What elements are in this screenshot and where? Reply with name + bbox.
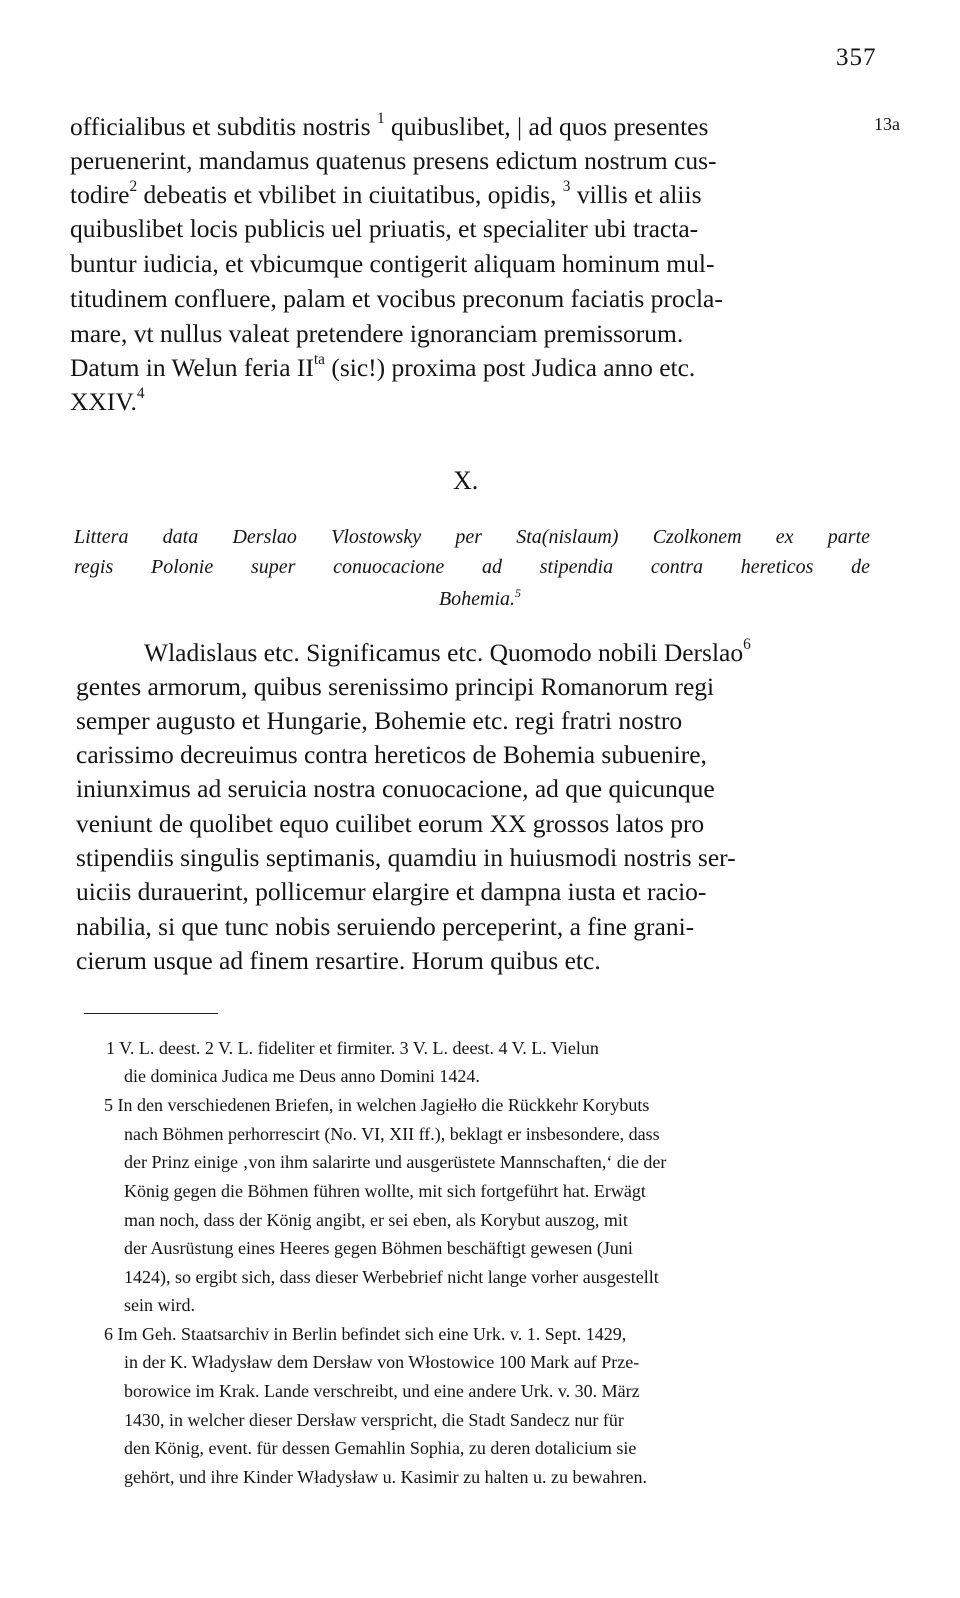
footnote-line: den König, event. für dessen Gemahlin Sophia, zu deren dotalicium sie — [124, 1438, 637, 1458]
footnote-line: sein wird. — [124, 1295, 195, 1315]
margin-note: 13a — [874, 114, 900, 134]
text-line: todire$^2$ debeatis et vbilibet in ciuitatibus, opidis, $^3$ villis et aliis — [70, 178, 702, 209]
text-line: Wladislaus etc. Significamus etc. Quomodo nobili Derslao$^6$ — [144, 636, 751, 667]
text-line: semper augusto et Hungarie, Bohemie etc. regi fratri nostro — [76, 706, 683, 735]
footnote-line: nach Böhmen perhorrescirt (No. VI, XII ff.), beklagt er insbesondere, dass — [124, 1124, 660, 1144]
document-title-line: Littera data Derslao Vlostowsky per Sta(nislaum) Czolkonem ex parte — [74, 526, 870, 548]
footnote-line: borowice im Krak. Lande verschreibt, und eine andere Urk. v. 30. März — [124, 1381, 640, 1401]
footnote-line: man noch, dass der König angibt, er sei eben, als Korybut auszog, mit — [124, 1210, 628, 1230]
text-line: officialibus et subditis nostris $^1$ quibuslibet, | ad quos presentes — [70, 110, 709, 141]
text-line: nabilia, si que tunc nobis seruiendo perceperint, a fine grani- — [76, 912, 695, 941]
footnote-line: der Prinz einige ‚von ihm salarirte und ausgerüstete Mannschaften,‘ die der — [124, 1152, 667, 1172]
text-line: peruenerint, mandamus quatenus presens edictum nostrum cus- — [70, 146, 717, 175]
footnote-line: König gegen die Böhmen führen wollte, mit sich fortgeführt hat. Erwägt — [124, 1181, 646, 1201]
text-line: titudinem confluere, palam et vocibus preconum faciatis procla- — [70, 284, 723, 313]
text-line: cierum usque ad finem resartire. Horum quibus etc. — [76, 946, 601, 975]
footnote-line: 6 Im Geh. Staatsarchiv in Berlin befindet sich eine Urk. v. 1. Sept. 1429, — [104, 1324, 627, 1344]
text-line: Datum in Welun feria $II^{ta}$ (sic!) proxima post Judica anno etc. — [70, 351, 696, 382]
footnote-line: der Ausrüstung eines Heeres gegen Böhmen beschäftigt gewesen (Juni — [124, 1238, 633, 1258]
text-line: iniunximus ad seruicia nostra conuocacione, ad que quicunque — [76, 774, 715, 803]
footnote-line: 1430, in welcher dieser Dersław verspricht, die Stadt Sandecz nur für — [124, 1410, 624, 1430]
text-line: veniunt de quolibet equo cuilibet eorum XX grossos latos pro — [76, 809, 705, 838]
footnote-line: 5 In den verschiedenen Briefen, in welchen Jagiełło die Rückkehr Korybuts — [104, 1095, 650, 1115]
text-line: gentes armorum, quibus serenissimo principi Romanorum regi — [76, 672, 715, 701]
page-number: 357 — [836, 44, 877, 71]
text-line: uiciis durauerint, pollicemur elargire et dampna iusta et racio- — [76, 877, 707, 906]
text-line: buntur iudicia, et vbicumque contigerit aliquam hominum mul- — [70, 249, 715, 278]
footnote-line: in der K. Władysław dem Dersław von Włostowice 100 Mark auf Prze- — [124, 1352, 640, 1372]
text-line: mare, vt nullus valeat pretendere ignoranciam premissorum. — [70, 319, 684, 348]
text-line: quibuslibet locis publicis uel priuatis, et specialiter ubi tracta- — [70, 214, 699, 243]
footnote-line: 1 V. L. deest. 2 V. L. fideliter et firmiter. 3 V. L. deest. 4 V. L. Vielun — [106, 1038, 599, 1058]
document-title-line: Bohemia.$^5$ — [438, 586, 522, 610]
document-title-line: regis Polonie super conuocacione ad stipendia contra hereticos de — [74, 556, 870, 578]
text-line: stipendiis singulis septimanis, quamdiu in huiusmodi nostris ser- — [76, 843, 736, 872]
footnote-line: gehört, und ihre Kinder Władysław u. Kasimir zu halten u. zu bewahren. — [124, 1467, 648, 1487]
footnote-line: 1424), so ergibt sich, dass dieser Werbebrief nicht lange vorher ausgestellt — [124, 1267, 659, 1287]
text-line: XXIV.$^4$ — [70, 385, 145, 416]
footnote-line: die dominica Judica me Deus anno Domini 1424. — [124, 1066, 480, 1086]
section-heading: X. — [453, 466, 479, 495]
text-line: carissimo decreuimus contra hereticos de Bohemia subuenire, — [76, 740, 707, 769]
footnote-divider — [84, 1013, 218, 1014]
